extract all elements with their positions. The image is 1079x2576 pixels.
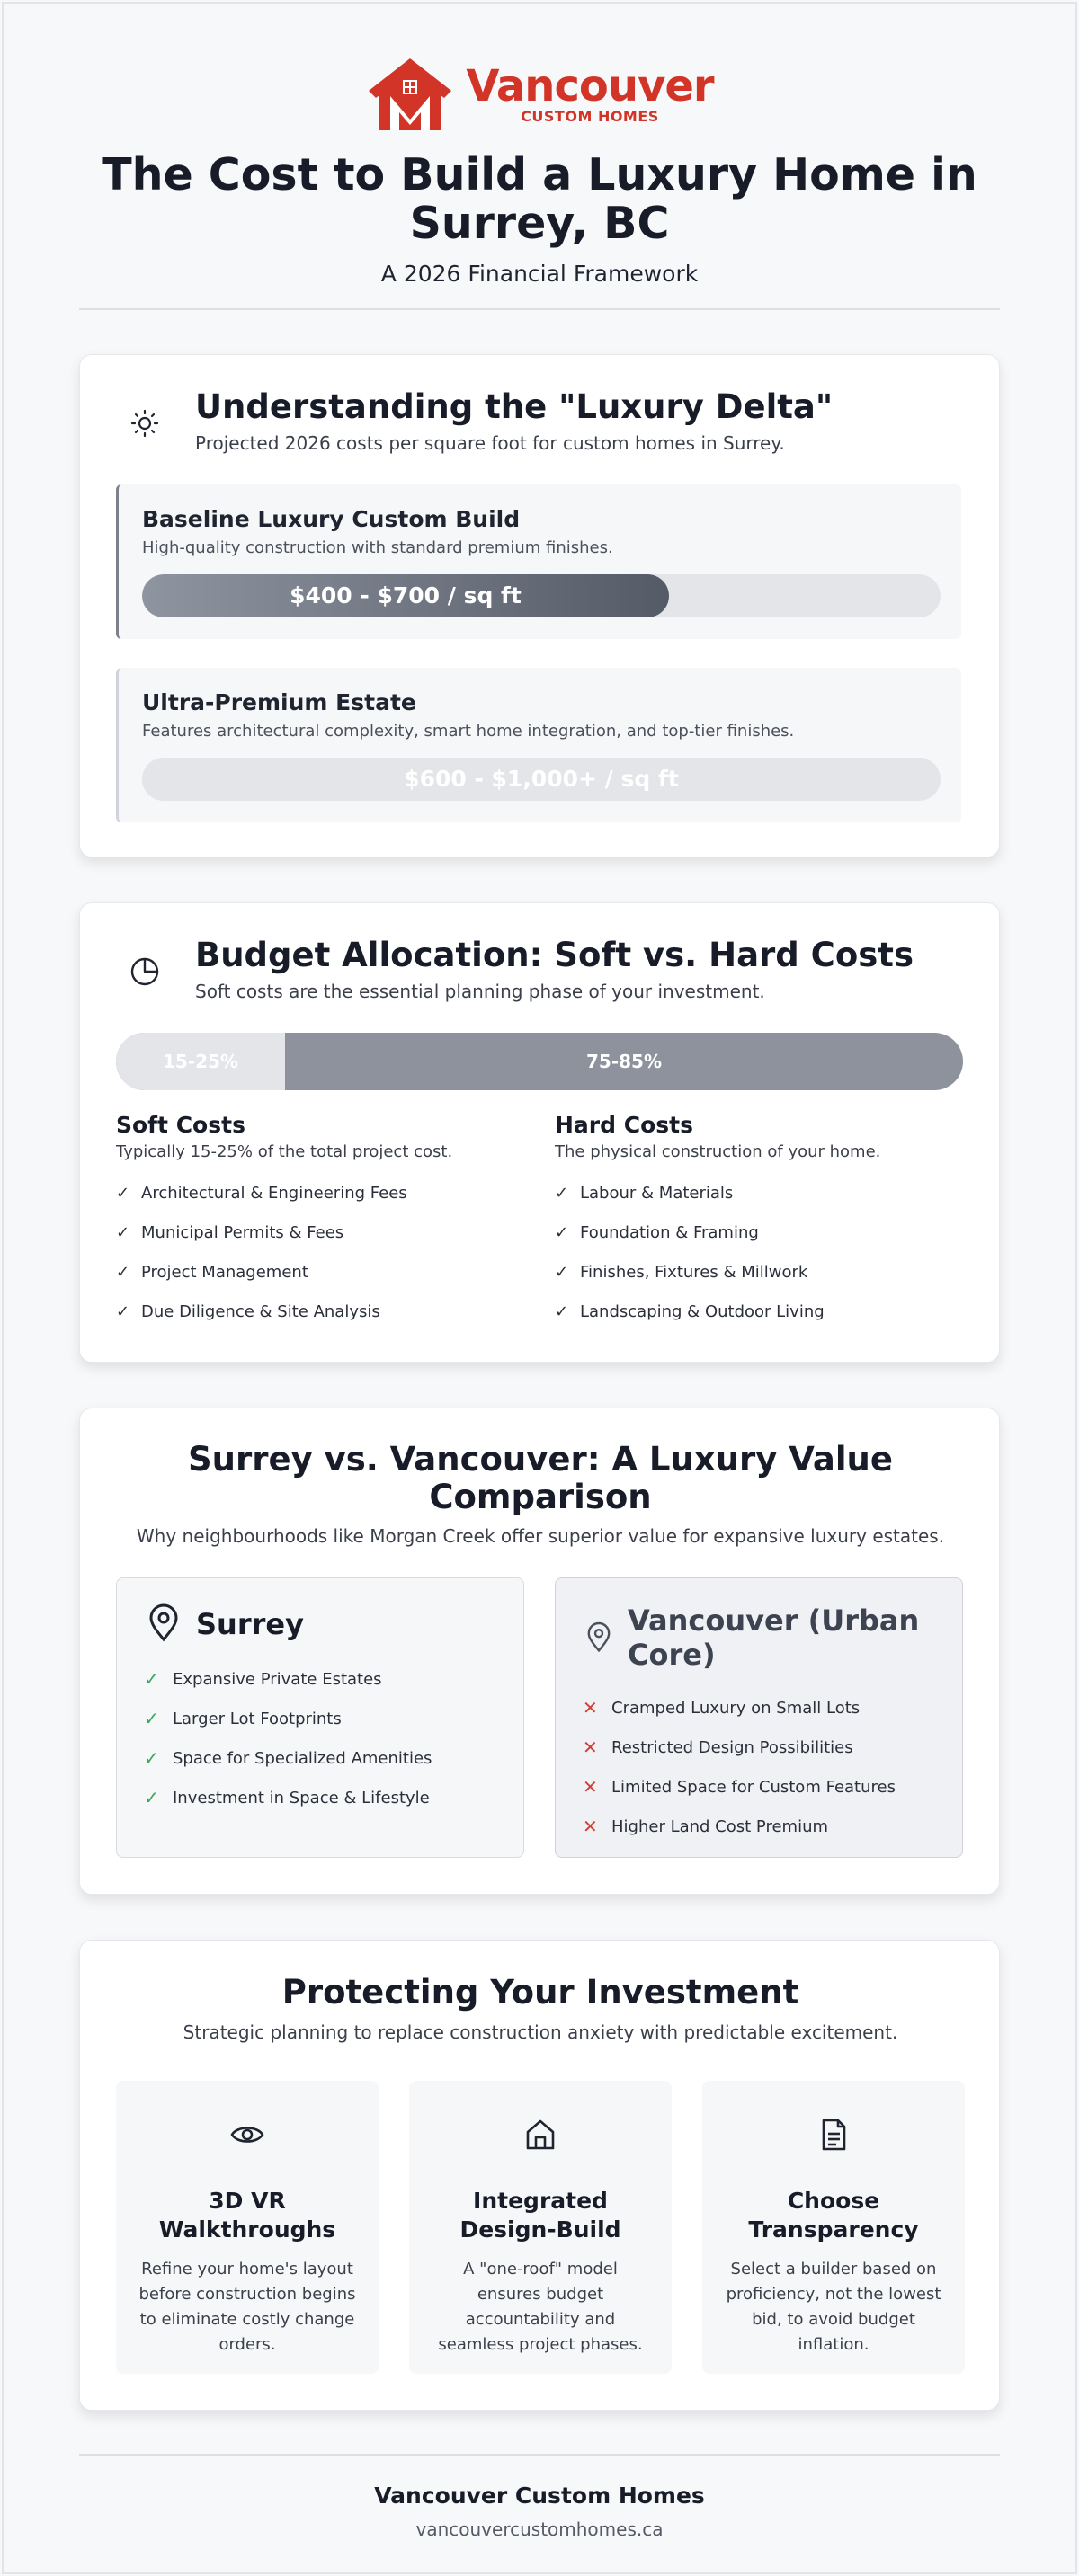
pie-chart-icon [127,954,163,990]
page-title: The Cost to Build a Luxury Home in Surrey, BC [102,149,977,249]
list-item: ✕ Restricted Design Possibilities [583,1737,853,1758]
page-header [0,54,1079,287]
check-icon: ✓ [116,1222,130,1242]
list-item: ✓ Expansive Private Estates [144,1668,382,1690]
budget-title: Budget Allocation: Soft vs. Hard Costs [195,936,914,974]
footer-website-link[interactable]: vancouvercustomhomes.ca [415,2518,664,2540]
protect-card [79,1940,1000,2411]
house-logo-icon [365,57,455,132]
list-item: ✓ Larger Lot Footprints [144,1708,342,1729]
hard-costs-title: Hard Costs [555,1112,693,1138]
list-item: ✓ Municipal Permits & Fees [116,1222,344,1242]
soft-costs-sub: Typically 15-25% of the total project cost. [116,1142,453,1161]
x-icon: ✕ [583,1816,598,1837]
check-icon: ✓ [555,1262,569,1282]
list-item: ✓ Labour & Materials [555,1183,734,1203]
surrey-title: Surrey [196,1607,304,1641]
list-item: ✓ Space for Specialized Amenities [144,1747,432,1769]
list-item: ✕ Cramped Luxury on Small Lots [583,1697,861,1719]
comparison-card [79,1408,1000,1895]
check-icon: ✓ [555,1222,569,1242]
tile-desc: Select a builder based on proficiency, not the lowest bid, to avoid budget inflation. [726,2260,941,2354]
surrey-panel [116,1577,524,1858]
check-icon: ✓ [116,1301,130,1321]
footer-divider [79,2454,1000,2456]
x-icon: ✕ [583,1776,598,1798]
tile-title: Choose Transparency [748,2188,919,2243]
list-item: ✓ Investment in Space & Lifestyle [144,1787,430,1808]
list-item: ✓ Due Diligence & Site Analysis [116,1301,380,1321]
soft-hard-split-bar [116,1033,963,1090]
delta-title: Understanding the "Luxury Delta" [195,387,834,426]
list-item: ✓ Foundation & Framing [555,1222,759,1242]
cost-range-label: $600 - $1,000+ / sq ft [404,766,679,792]
x-icon: ✕ [583,1697,598,1719]
map-pin-icon [584,1621,613,1654]
list-item: ✓ Landscaping & Outdoor Living [555,1301,825,1321]
hard-costs-segment: 75-85% [585,1051,662,1072]
check-icon: ✓ [116,1183,130,1203]
cost-range-bar [142,758,941,801]
tile-title: Integrated Design-Build [459,2188,621,2243]
hard-costs-list [555,1173,825,1331]
tile-title: 3D VR Walkthroughs [158,2188,336,2243]
protect-title: Protecting Your Investment [281,1973,799,2012]
protect-subtitle: Strategic planning to replace construction anxiety with predictable excitement. [183,2021,898,2043]
tier-title: Ultra-Premium Estate [142,689,416,715]
tile-desc: A "one-roof" model ensures budget accountability and seamless project phases. [438,2260,643,2354]
soft-costs-title: Soft Costs [116,1112,245,1138]
check-icon: ✓ [555,1183,569,1203]
soft-costs-segment: 15-25% [116,1033,285,1090]
compare-title: Surrey vs. Vancouver: A Luxury Value Comparison [188,1440,893,1516]
list-item: ✓ Finishes, Fixtures & Millwork [555,1262,808,1282]
eye-icon [229,2117,265,2153]
x-icon: ✕ [583,1737,598,1758]
header-divider [79,308,1000,310]
tier-ultra-premium [116,668,961,822]
luxury-delta-card [79,354,1000,857]
hard-costs-sub: The physical construction of your home. [555,1142,881,1161]
vancouver-panel [555,1577,963,1858]
list-item: ✕ Limited Space for Custom Features [583,1776,896,1798]
soft-costs-list [116,1173,407,1331]
list-item: ✕ Higher Land Cost Premium [583,1816,829,1837]
tile-design-build [409,2081,672,2374]
vancouver-title: Vancouver (Urban Core) [628,1603,920,1672]
check-icon: ✓ [116,1262,130,1282]
document-icon [816,2117,852,2153]
brand-logo[interactable] [0,54,1079,135]
page-subtitle: A 2026 Financial Framework [380,261,699,287]
check-icon: ✓ [144,1668,159,1690]
check-icon: ✓ [144,1747,159,1769]
footer-company-name: Vancouver Custom Homes [374,2483,705,2509]
tier-title: Baseline Luxury Custom Build [142,506,521,532]
surrey-list [144,1659,432,1817]
delta-subtitle: Projected 2026 costs per square foot for custom homes in Surrey. [195,432,785,454]
check-icon: ✓ [144,1787,159,1808]
tile-desc: Refine your home's layout before construction begins to eliminate costly change orders. [138,2260,356,2354]
cost-range-label: $400 - $700 / sq ft [290,582,522,608]
compare-subtitle: Why neighbourhoods like Morgan Creek offer superior value for expansive luxury estates. [136,1525,945,1547]
home-icon [522,2117,558,2153]
budget-allocation-card [79,902,1000,1363]
vancouver-list [583,1688,896,1846]
sun-icon [127,405,163,441]
brand-name: Vancouver [466,61,714,111]
tier-baseline [116,484,961,639]
map-pin-icon [146,1603,182,1643]
tier-desc: Features architectural complexity, smart home integration, and top-tier finishes. [142,722,795,741]
brand-sub: CUSTOM HOMES [521,108,659,125]
tile-transparency [702,2081,965,2374]
budget-subtitle: Soft costs are the essential planning phase of your investment. [195,981,765,1002]
tile-vr-walkthroughs [116,2081,379,2374]
check-icon: ✓ [144,1708,159,1729]
cost-range-bar [142,574,941,617]
check-icon: ✓ [555,1301,569,1321]
tier-desc: High-quality construction with standard premium finishes. [142,538,613,557]
list-item: ✓ Project Management [116,1262,308,1282]
list-item: ✓ Architectural & Engineering Fees [116,1183,407,1203]
